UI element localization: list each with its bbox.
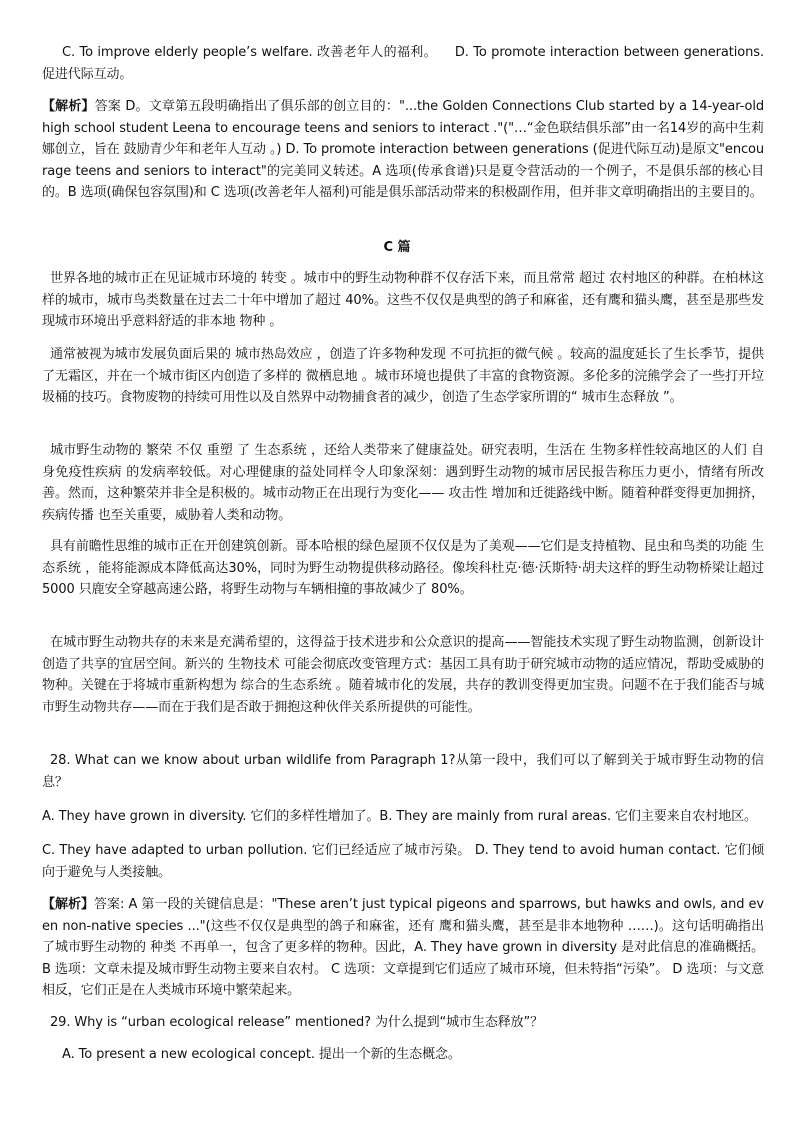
question-text: 29. Why is “urban ecological release” mentioned? 为什么提到“城市生态释放”？ (50, 1015, 544, 1030)
analysis-tag: 【解析】 (42, 897, 95, 912)
q29-option-a (42, 1044, 764, 1066)
section-title: C 篇 (383, 240, 411, 255)
q28-analysis (42, 894, 764, 1002)
passage-paragraph-2 (42, 344, 764, 409)
paragraph-text: 通常被视为城市发展负面后果的 城市热岛效应 ，创造了许多物种发现 不可抗拒的微气候 。较高的温度延长了生长季节，提供了无霜区，并在一个城市街区内创造了多样的 微栖息地 。城市环境也提供了丰富的食物资源。多伦多的浣熊学会了一些打开垃圾桶的技巧。食物废物的持续可用性以及自然界中动物捕食者的减少，创造了生态学家所谓的“ 城市生态释放 ”。 (42, 347, 764, 405)
analysis-text: 答案 D。文章第五段明确指出了俱乐部的创立目的："...the Golden Connections Club started by a 14-year-old high school student Leena to encourage teens and seniors to interact ."("…“金色联结俱乐部”由一名14岁的高中生莉娜创立，旨在 鼓励青少年和老年人互动 。) D. To promote interaction between generations (促进代际互动)是原文"encourage teens and seniors to interact"的完美同义转述。A 选项(传承食谱)只是夏令营活动的一个例子，不是俱乐部的核心目的。B 选项(确保包容氛围)和 C 选项(改善老年人福利)可能是俱乐部活动带来的积极副作用，但并非文章明确指出的主要目的。 (42, 99, 764, 200)
prev-options (42, 42, 764, 85)
passage-paragraph-1 (42, 268, 764, 333)
passage-paragraph-3 (42, 440, 764, 526)
q28-options-cd (42, 840, 764, 883)
option-a: A. To present a new ecological concept. 提出一个新的生态概念。 (62, 1047, 461, 1062)
option-d: D. To promote interaction between generations. 促进代际互动。 (42, 45, 764, 82)
option-cd: C. They have adapted to urban pollution. 它们已经适应了城市污染。 D. They tend to avoid human contact. 它们倾向于避免与人类接触。 (42, 843, 764, 880)
paragraph-text: 世界各地的城市正在见证城市环境的 转变 。城市中的野生动物种群不仅存活下来，而且常常 超过 农村地区的种群。在柏林这样的城市，城市鸟类数量在过去二十年中增加了超过 40%。这些不仅仅是典型的鸽子和麻雀，还有鹰和猫头鹰，甚至是那些发现城市环境出乎意料舒适的非本地 物种 。 (42, 271, 764, 329)
option-c: C. To improve elderly people’s welfare. 改善老年人的福利。 (62, 45, 437, 60)
option-ab: A. They have grown in diversity. 它们的多样性增加了。B. They are mainly from rural areas. 它们主要来自农村地区。 (42, 809, 757, 824)
question-text: 28. What can we know about urban wildlife from Paragraph 1?从第一段中，我们可以了解到关于城市野生动物的信息？ (42, 753, 764, 790)
q28-options-ab (42, 806, 764, 828)
passage-paragraph-4 (42, 536, 764, 601)
question-29 (42, 1012, 764, 1034)
question-28 (42, 750, 764, 793)
analysis-tag: 【解析】 (42, 99, 95, 114)
paragraph-text: 具有前瞻性思维的城市正在开创建筑创新。哥本哈根的绿色屋顶不仅仅是为了美观——它们是支持植物、昆虫和鸟类的功能 生态系统 ，能将能源成本降低高达30%，同时为野生动物提供移动路径。像埃科杜克·德·沃斯特·胡夫这样的野生动物桥梁让超过 5000 只鹿安全穿越高速公路，将野生动物与车辆相撞的事故减少了 80%。 (42, 539, 764, 597)
paragraph-text: 城市野生动物的 繁荣 不仅 重塑 了 生态系统 ，还给人类带来了健康益处。研究表明，生活在 生物多样性较高地区的人们 自身免疫性疾病 的发病率较低。对心理健康的益处同样令人印象深刻：遇到野生动物的城市居民报告称压力更小，情绪有所改善。然而，这种繁荣并非全是积极的。城市动物正在出现行为变化—— 攻击性 增加和迁徙路线中断。随着种群变得更加拥挤，疾病传播 也至关重要，威胁着人类和动物。 (42, 443, 764, 523)
passage-paragraph-5 (42, 632, 764, 718)
prev-analysis (42, 96, 764, 204)
paragraph-text: 在城市野生动物共存的未来是充满希望的，这得益于技术进步和公众意识的提高——智能技术实现了野生动物监测，创新设计创造了共享的宜居空间。新兴的 生物技术 可能会彻底改变管理方式：基因工具有助于研究城市动物的适应情况，帮助受威胁的物种。关键在于将城市重新构想为 综合的生态系统 。随着城市化的发展，共存的教训变得更加宝贵。问题不在于我们能否与城市野生动物共存——而在于我们是否敢于拥抱这种伙伴关系所提供的可能性。 (42, 635, 764, 715)
analysis-text: 答案: A 第一段的关键信息是："These aren’t just typical pigeons and sparrows, but hawks and owls, and even non-native species ..."(这些不仅仅是典型的鸽子和麻雀，还有 鹰和猫头鹰，甚至是非本地物种 ……)。这句话明确指出了城市野生动物的 种类 不再单一，包含了更多样的物种。因此，A. They have grown in diversity 是对此信息的准确概括。 B 选项：文章未提及城市野生动物主要来自农村。 C 选项：文章提到它们适应了城市环境，但未特指“污染”。 D 选项：与文意相反，它们正是在人类城市环境中繁荣起来。 (42, 897, 764, 998)
